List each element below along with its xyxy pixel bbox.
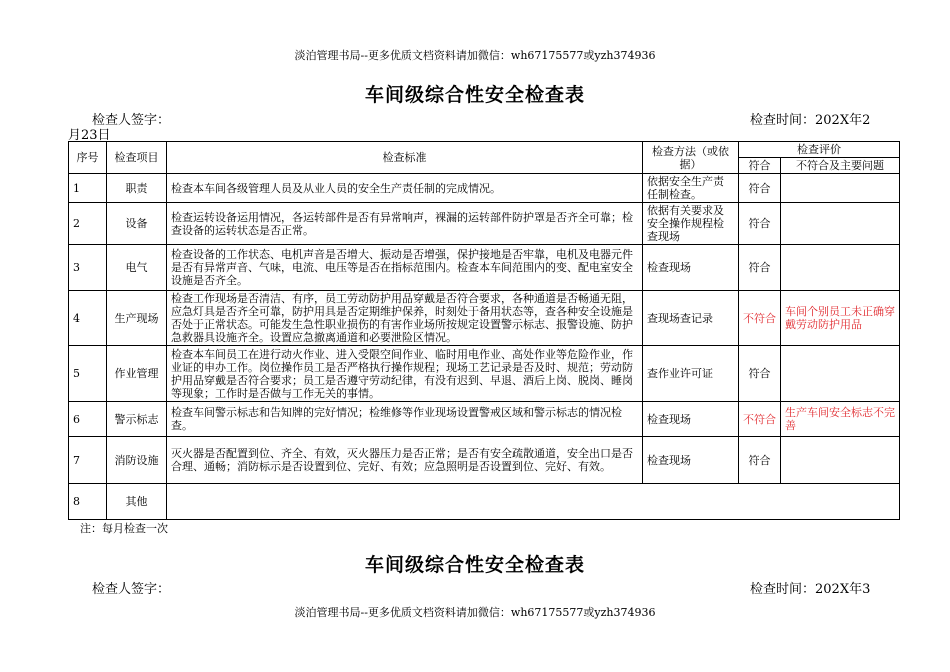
row-item: 职责 <box>107 174 167 203</box>
row-standard <box>167 484 900 520</box>
row-issue <box>781 245 900 291</box>
row-no: 1 <box>69 174 107 203</box>
table-row <box>69 174 900 203</box>
row-result: 不符合 <box>739 402 781 437</box>
row-item: 作业管理 <box>107 346 167 402</box>
row-item: 设备 <box>107 203 167 245</box>
row-no: 8 <box>69 484 107 520</box>
header-item: 检查项目 <box>107 142 167 174</box>
row-issue: 生产车间安全标志不完善 <box>781 402 900 437</box>
row-method: 检查现场 <box>643 437 739 484</box>
table-row <box>69 437 900 484</box>
row-issue <box>781 174 900 203</box>
header-compliant: 符合 <box>739 158 781 174</box>
header-standard: 检查标准 <box>167 142 643 174</box>
row-result: 不符合 <box>739 291 781 346</box>
row-method: 查作业许可证 <box>643 346 739 402</box>
row-issue: 车间个别员工未正确穿戴劳动防护用品 <box>781 291 900 346</box>
page-header: 淡泊管理书局--更多优质文档资料请加微信：wh67175577或yzh374936 <box>294 49 656 62</box>
row-standard: 灭火器是否配置到位、齐全、有效，灭火器压力是否正常；是否有安全疏散通道，安全出口是否合理、通畅；消防标示是否设置到位、完好、有效；应急照明是否设置到位、完好、有效。 <box>167 437 643 484</box>
row-no: 5 <box>69 346 107 402</box>
table-row <box>69 203 900 245</box>
row-result: 符合 <box>739 437 781 484</box>
table-row <box>69 245 900 291</box>
page-footer: 淡泊管理书局--更多优质文档资料请加微信：wh67175577或yzh374936 <box>294 606 656 619</box>
row-method: 依据有关要求及安全操作规程检查现场 <box>643 203 739 245</box>
footnote: 注：每月检查一次 <box>80 522 168 535</box>
row-result: 符合 <box>739 174 781 203</box>
form-title-2: 车间级综合性安全检查表 <box>364 554 585 576</box>
header-evaluation: 检查评价 <box>739 142 900 158</box>
row-standard: 检查本车间各级管理人员及从业人员的安全生产责任制的完成情况。 <box>167 174 643 203</box>
row-standard: 检查本车间员工在进行动火作业、进入受限空间作业、临时用电作业、高处作业等危险作业，作业证的申办工作。岗位操作员工是否严格执行操作规程；现场工艺记录是否及时、规范；劳动防护用品穿戴是否符合要求；员工是否遵守劳动纪律，有没有迟到、早退、酒后上岗、脱岗、睡岗等现象；工作时是否做与工作无关的事情。 <box>167 346 643 402</box>
row-method: 检查现场 <box>643 245 739 291</box>
header-no: 序号 <box>69 142 107 174</box>
table-row <box>69 484 900 520</box>
row-method: 检查现场 <box>643 402 739 437</box>
inspection-date-continued: 月23日 <box>68 128 111 143</box>
row-standard: 检查工作现场是否清洁、有序，员工劳动防护用品穿戴是否符合要求，各种通道是否畅通无阻，应急灯具是否齐全可靠，防护用具是否定期维护保养，时刻处于备用状态等，查各种安全设施是否处于正常状态。可能发生急性职业损伤的有害作业场所按规定设置警示标志、报警设施、防护急救器具设施齐全。设置应急撤离通道和必要泄险区情况。 <box>167 291 643 346</box>
table-row <box>69 402 900 437</box>
row-item: 警示标志 <box>107 402 167 437</box>
inspection-table <box>68 141 900 520</box>
inspection-time-2: 检查时间：202X年3 <box>750 582 871 597</box>
inspection-time: 检查时间：202X年2 <box>750 113 871 128</box>
row-method: 查现场查记录 <box>643 291 739 346</box>
row-method: 依据安全生产责任制检查。 <box>643 174 739 203</box>
row-item: 生产现场 <box>107 291 167 346</box>
header-method: 检查方法（或依据） <box>643 142 739 174</box>
row-issue <box>781 203 900 245</box>
row-standard: 检查设备的工作状态、电机声音是否增大、振动是否增强，保护接地是否牢靠，电机及电器元件是否有异常声音、气味，电流、电压等是否在指标范围内。检查本车间范围内的变、配电室安全设施是否齐全。 <box>167 245 643 291</box>
row-result: 符合 <box>739 245 781 291</box>
row-no: 6 <box>69 402 107 437</box>
header-noncompliance: 不符合及主要问题 <box>781 158 900 174</box>
row-no: 3 <box>69 245 107 291</box>
table-row <box>69 291 900 346</box>
inspector-signature-label-2: 检查人签字： <box>92 582 171 597</box>
row-standard: 检查运转设备运用情况，各运转部件是否有异常响声，裸漏的运转部件防护罩是否齐全可靠；检查设备的运转状态是否正常。 <box>167 203 643 245</box>
row-no: 2 <box>69 203 107 245</box>
row-result: 符合 <box>739 203 781 245</box>
table-row <box>69 346 900 402</box>
row-no: 7 <box>69 437 107 484</box>
form-title: 车间级综合性安全检查表 <box>364 84 585 106</box>
row-issue <box>781 437 900 484</box>
row-no: 4 <box>69 291 107 346</box>
inspector-signature-label: 检查人签字： <box>92 113 171 128</box>
row-standard: 检查车间警示标志和告知牌的完好情况；检维修等作业现场设置警戒区域和警示标志的情况检查。 <box>167 402 643 437</box>
row-issue <box>781 346 900 402</box>
row-item: 消防设施 <box>107 437 167 484</box>
row-item: 其他 <box>107 484 167 520</box>
row-item: 电气 <box>107 245 167 291</box>
row-result: 符合 <box>739 346 781 402</box>
